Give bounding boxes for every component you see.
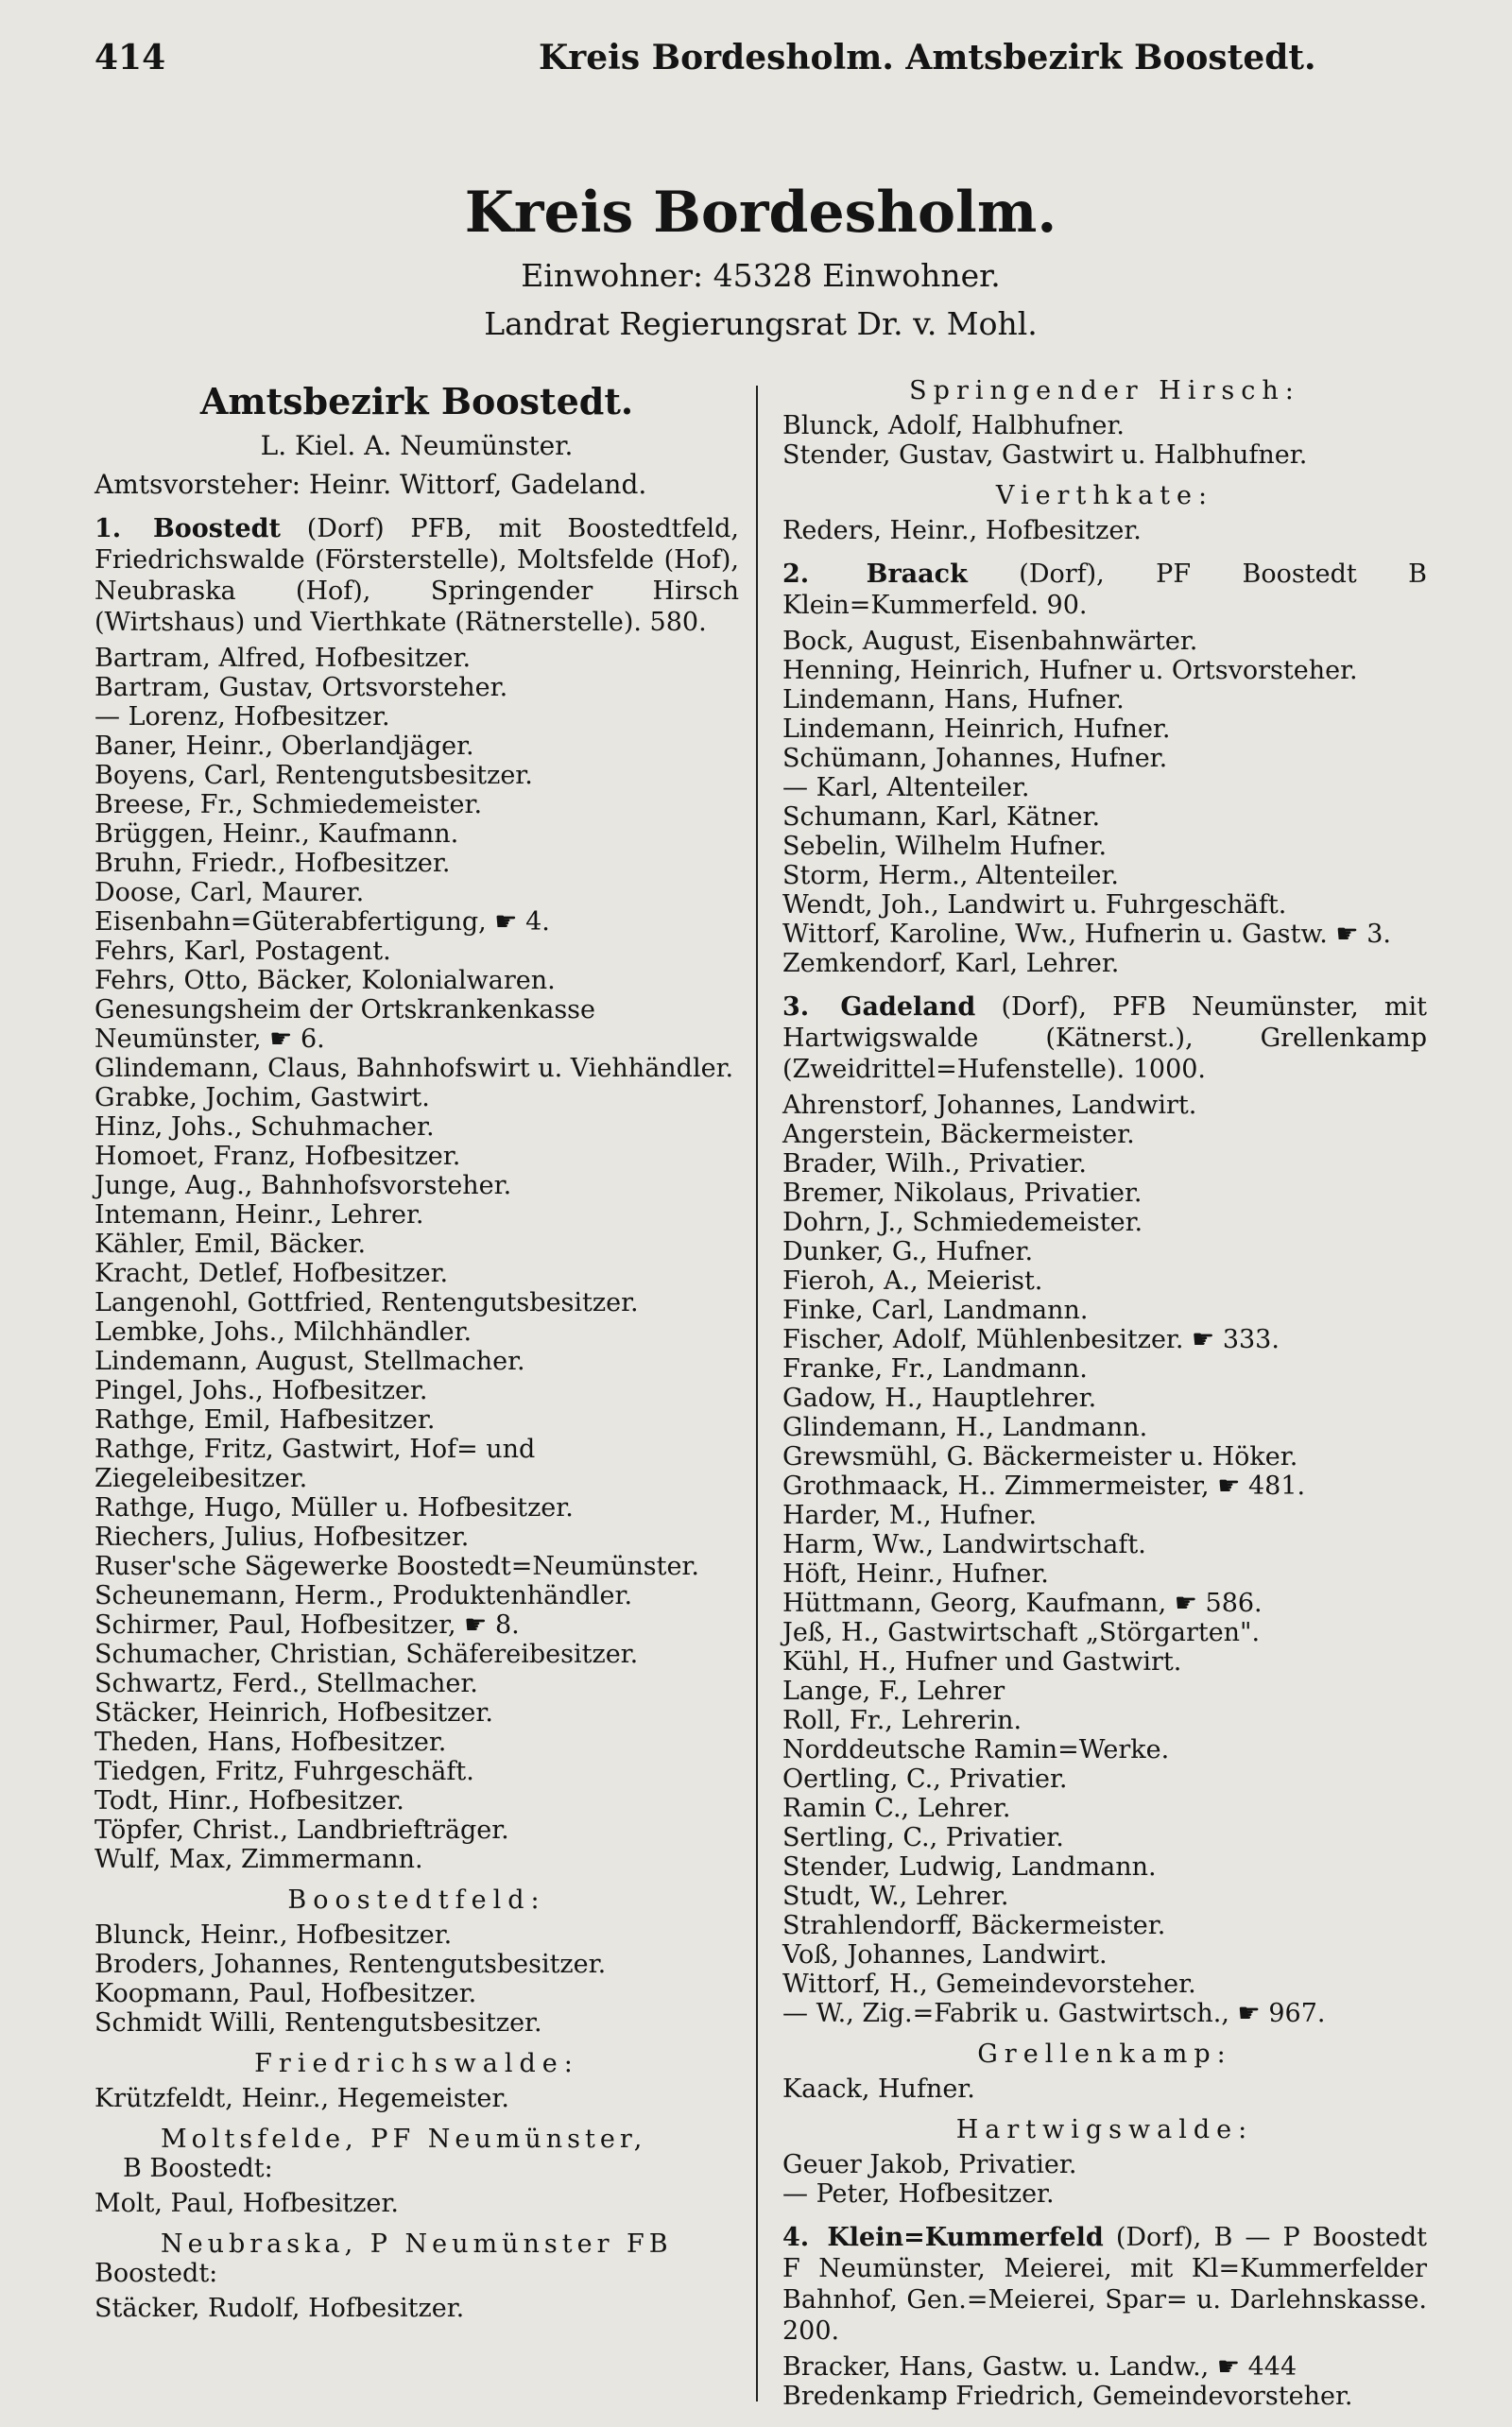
grellenkamp-entries — [782, 2074, 1427, 2104]
list-item: Wittorf, Karoline, Ww., Hufnerin u. Gastw. ☛ 3. — [782, 920, 1391, 949]
list-item: Geuer Jakob, Privatier. — [782, 2150, 1077, 2179]
locality-heading-grellenkamp: Grellenkamp: — [977, 2040, 1232, 2069]
page-title: Kreis Bordesholm. — [464, 180, 1057, 246]
list-item: Molt, Paul, Hofbesitzer. — [94, 2189, 399, 2218]
list-item: Studt, W., Lehrer. — [782, 1882, 1009, 1911]
list-item: Langenohl, Gottfried, Rentengutsbesitzer. — [94, 1288, 639, 1317]
list-item: Jeß, H., Gastwirtschaft „Störgarten". — [782, 1618, 1261, 1647]
place-number: 1. — [94, 514, 122, 543]
list-item: Stäcker, Rudolf, Hofbesitzer. — [94, 2294, 465, 2323]
friedrichswalde-entries — [94, 2084, 739, 2113]
list-item: Boyens, Carl, Rentengutsbesitzer. — [94, 761, 533, 790]
list-item: Harder, M., Hufner. — [782, 1501, 1038, 1530]
list-item: Voß, Johannes, Landwirt. — [782, 1940, 1108, 1970]
list-item: Harm, Ww., Landwirtschaft. — [782, 1530, 1146, 1559]
list-item: Baner, Heinr., Oberlandjäger. — [94, 732, 474, 761]
list-item: Franke, Fr., Landmann. — [782, 1354, 1088, 1384]
list-item: Höft, Heinr., Hufner. — [782, 1559, 1049, 1589]
list-item: Junge, Aug., Bahnhofsvorsteher. — [94, 1171, 512, 1200]
list-item: Kähler, Emil, Bäcker. — [94, 1230, 367, 1259]
list-item: — W., Zig.=Fabrik u. Gastwirtsch., ☛ 967. — [782, 1999, 1326, 2028]
list-item: — Peter, Hofbesitzer. — [782, 2179, 1055, 2209]
neubraska-entries — [94, 2294, 739, 2323]
locality-heading-vierthkate: Vierthkate: — [995, 481, 1214, 510]
list-item: — Lorenz, Hofbesitzer. — [94, 702, 390, 732]
place-paragraph-braack — [782, 559, 1427, 621]
running-title: Kreis Bordesholm. Amtsbezirk Boostedt. — [539, 38, 1316, 77]
list-item: Todt, Hinr., Hofbesitzer. — [94, 1786, 404, 1816]
list-item: Storm, Herm., Altenteiler. — [782, 861, 1120, 890]
list-item: Wulf, Max, Zimmermann. — [94, 1845, 423, 1874]
locality-heading-moltsfelde-cont: B Boostedt: — [123, 2154, 273, 2183]
district-official: Amtsvorsteher: Heinr. Wittorf, Gadeland. — [94, 469, 647, 500]
list-item: Bredenkamp Friedrich, Gemeindevorsteher. — [782, 2382, 1353, 2411]
population-line: Einwohner: 45328 Einwohner. — [521, 257, 1001, 294]
list-item: Fehrs, Karl, Postagent. — [94, 937, 391, 966]
springender-hirsch-entries — [782, 411, 1427, 470]
list-item: Schümann, Johannes, Hufner. — [782, 744, 1168, 773]
list-item: Eisenbahn=Güterabfertigung, ☛ 4. — [94, 907, 550, 937]
moltsfelde-entries — [94, 2189, 739, 2218]
gadeland-entries — [782, 1091, 1427, 2028]
list-item: Angerstein, Bäckermeister. — [782, 1120, 1135, 1149]
list-item: Glindemann, Claus, Bahnhofswirt u. Viehhändler. — [94, 1054, 734, 1083]
list-item: Norddeutsche Ramin=Werke. — [782, 1735, 1170, 1764]
landrat-line: Landrat Regierungsrat Dr. v. Mohl. — [484, 305, 1038, 342]
list-item: Riechers, Julius, Hofbesitzer. — [94, 1523, 470, 1552]
place-number: 2. — [782, 559, 810, 589]
list-item: Fieroh, A., Meierist. — [782, 1266, 1043, 1296]
list-item: Strahlendorff, Bäckermeister. — [782, 1911, 1166, 1940]
list-item: Tiedgen, Fritz, Fuhrgeschäft. — [94, 1757, 474, 1786]
place-name: Klein=Kummerfeld — [827, 2223, 1104, 2252]
list-item: Doose, Carl, Maurer. — [94, 878, 365, 907]
list-item: Schirmer, Paul, Hofbesitzer, ☛ 8. — [94, 1610, 520, 1640]
list-item: Krützfeldt, Heinr., Hegemeister. — [94, 2084, 509, 2113]
list-item: Rathge, Fritz, Gastwirt, Hof= und Ziegeleibesitzer. — [94, 1435, 536, 1493]
list-item: Wendt, Joh., Landwirt u. Fuhrgeschäft. — [782, 890, 1287, 920]
locality-heading-neubraska: Neubraska, P Neumünster FB — [161, 2229, 673, 2259]
list-item: Ahrenstorf, Johannes, Landwirt. — [782, 1091, 1197, 1120]
page-number: 414 — [94, 38, 166, 77]
list-item: Roll, Fr., Lehrerin. — [782, 1706, 1022, 1735]
locality-heading-friedrichswalde: Friedrichswalde: — [254, 2049, 579, 2078]
locality-heading-hartwigswalde: Hartwigswalde: — [955, 2115, 1254, 2144]
place-description: (Dorf) PFB, mit Boostedtfeld, Friedrichswalde (Försterstelle), Moltsfelde (Hof), Neubraska (Hof), Springender Hirsch (Wirtshaus) und Vierthkate (Rätnerstelle). 580. — [94, 514, 740, 637]
list-item: Lindemann, August, Stellmacher. — [94, 1347, 525, 1376]
place-name: Braack — [866, 559, 968, 589]
column-divider — [756, 386, 758, 2401]
list-item: Schwartz, Ferd., Stellmacher. — [94, 1669, 478, 1698]
list-item: Kracht, Detlef, Hofbesitzer. — [94, 1259, 449, 1288]
two-column-body — [94, 369, 1427, 2411]
list-item: Ramin C., Lehrer. — [782, 1794, 1011, 1823]
district-title: Amtsbezirk Boostedt. — [199, 380, 634, 422]
boostedtfeld-entries — [94, 1920, 739, 2038]
running-header — [94, 38, 1427, 95]
list-item: Fischer, Adolf, Mühlenbesitzer. ☛ 333. — [782, 1325, 1280, 1354]
list-item: Grewsmühl, G. Bäckermeister u. Höker. — [782, 1442, 1298, 1472]
list-item: Ruser'sche Sägewerke Boostedt=Neumünster. — [94, 1552, 699, 1581]
braack-entries — [782, 627, 1427, 978]
list-item: Blunck, Heinr., Hofbesitzer. — [94, 1920, 453, 1950]
list-item: Finke, Carl, Landmann. — [782, 1296, 1089, 1325]
place-name: Gadeland — [840, 992, 976, 1022]
list-item: — Karl, Altenteiler. — [782, 773, 1030, 802]
list-item: Lembke, Johs., Milchhändler. — [94, 1317, 472, 1347]
locality-heading-boostedtfeld: Boostedtfeld: — [287, 1885, 546, 1915]
district-subline: L. Kiel. A. Neumünster. — [260, 430, 574, 461]
list-item: Rathge, Emil, Hafbesitzer. — [94, 1405, 436, 1435]
list-item: Glindemann, H., Landmann. — [782, 1413, 1148, 1442]
list-item: Dunker, G., Hufner. — [782, 1237, 1034, 1266]
list-item: Brader, Wilh., Privatier. — [782, 1149, 1087, 1179]
place-number: 3. — [782, 992, 810, 1022]
list-item: Homoet, Franz, Hofbesitzer. — [94, 1142, 461, 1171]
list-item: Stäcker, Heinrich, Hofbesitzer. — [94, 1698, 493, 1728]
list-item: Grabke, Jochim, Gastwirt. — [94, 1083, 430, 1112]
list-item: Hüttmann, Georg, Kaufmann, ☛ 586. — [782, 1589, 1263, 1618]
klein-kummerfeld-entries — [782, 2352, 1427, 2411]
list-item: Genesungsheim der Ortskrankenkasse Neumünster, ☛ 6. — [94, 995, 596, 1054]
list-item: Schmidt Willi, Rentengutsbesitzer. — [94, 2008, 542, 2038]
boostedt-entries — [94, 644, 739, 1874]
list-item: Rathge, Hugo, Müller u. Hofbesitzer. — [94, 1493, 574, 1523]
list-item: Bartram, Alfred, Hofbesitzer. — [94, 644, 472, 673]
list-item: Bremer, Nikolaus, Privatier. — [782, 1179, 1143, 1208]
list-item: Grothmaack, H.. Zimmermeister, ☛ 481. — [782, 1472, 1306, 1501]
list-item: Stender, Gustav, Gastwirt u. Halbhufner. — [782, 440, 1308, 470]
list-item: Oertling, C., Privatier. — [782, 1764, 1068, 1794]
list-item: Theden, Hans, Hofbesitzer. — [94, 1728, 447, 1757]
place-paragraph-klein-kummerfeld — [782, 2222, 1427, 2347]
list-item: Kaack, Hufner. — [782, 2074, 975, 2104]
locality-heading-springender-hirsch: Springender Hirsch: — [909, 376, 1300, 405]
place-number: 4. — [782, 2223, 810, 2252]
list-item: Bartram, Gustav, Ortsvorsteher. — [94, 673, 508, 702]
list-item: Lindemann, Heinrich, Hufner. — [782, 714, 1171, 744]
list-item: Broders, Johannes, Rentengutsbesitzer. — [94, 1950, 607, 1979]
list-item: Wittorf, H., Gemeindevorsteher. — [782, 1970, 1196, 1999]
list-item: Dohrn, J., Schmiedemeister. — [782, 1208, 1143, 1237]
right-column — [765, 369, 1427, 2411]
list-item: Schumann, Karl, Kätner. — [782, 802, 1101, 832]
list-item: Zemkendorf, Karl, Lehrer. — [782, 949, 1120, 978]
list-item: Bracker, Hans, Gastw. u. Landw., ☛ 444 — [782, 2352, 1297, 2382]
list-item: Bruhn, Friedr., Hofbesitzer. — [94, 849, 451, 878]
place-description: (Dorf), PF Boostedt B Klein=Kummerfeld. 90. — [782, 559, 1427, 620]
list-item: Blunck, Adolf, Halbhufner. — [782, 411, 1125, 440]
list-item: Scheunemann, Herm., Produktenhändler. — [94, 1581, 633, 1610]
list-item: Intemann, Heinr., Lehrer. — [94, 1200, 424, 1230]
place-paragraph-gadeland — [782, 991, 1427, 1085]
list-item: Reders, Heinr., Hofbesitzer. — [782, 516, 1142, 545]
list-item: Sertling, C., Privatier. — [782, 1823, 1064, 1852]
list-item: Henning, Heinrich, Hufner u. Ortsvorsteher. — [782, 656, 1358, 685]
list-item: Schumacher, Christian, Schäfereibesitzer. — [94, 1640, 639, 1669]
list-item: Lindemann, Hans, Hufner. — [782, 685, 1125, 714]
list-item: Lange, F., Lehrer — [782, 1677, 1005, 1706]
list-item: Kühl, H., Hufner und Gastwirt. — [782, 1647, 1182, 1677]
place-paragraph-boostedt — [94, 513, 739, 638]
locality-heading-neubraska-cont: Boostedt: — [94, 2259, 218, 2288]
place-description: (Dorf), PFB Neumünster, mit Hartwigswalde (Kätnerst.), Grellenkamp (Zweidrittel=Hufenstelle). 1000. — [782, 992, 1428, 1084]
list-item: Stender, Ludwig, Landmann. — [782, 1852, 1157, 1882]
list-item: Pingel, Johs., Hofbesitzer. — [94, 1376, 428, 1405]
list-item: Gadow, H., Hauptlehrer. — [782, 1384, 1097, 1413]
list-item: Töpfer, Christ., Landbriefträger. — [94, 1816, 509, 1845]
list-item: Breese, Fr., Schmiedemeister. — [94, 790, 483, 819]
list-item: Koopmann, Paul, Hofbesitzer. — [94, 1979, 477, 2008]
hartwigswalde-entries — [782, 2150, 1427, 2209]
list-item: Fehrs, Otto, Bäcker, Kolonialwaren. — [94, 966, 556, 995]
list-item: Hinz, Johs., Schuhmacher. — [94, 1112, 435, 1142]
place-description: (Dorf), B — P Boostedt F Neumünster, Meierei, mit Kl=Kummerfelder Bahnhof, Gen.=Meierei, Spar= u. Darlehnskasse. 200. — [782, 2223, 1428, 2346]
left-column — [94, 369, 748, 2411]
place-name: Boostedt — [152, 514, 281, 543]
list-item: Brüggen, Heinr., Kaufmann. — [94, 819, 459, 849]
locality-heading-moltsfelde: Moltsfelde, PF Neumünster, — [161, 2125, 647, 2154]
list-item: Sebelin, Wilhelm Hufner. — [782, 832, 1108, 861]
vierthkate-entries — [782, 516, 1427, 545]
list-item: Bock, August, Eisenbahnwärter. — [782, 627, 1198, 656]
